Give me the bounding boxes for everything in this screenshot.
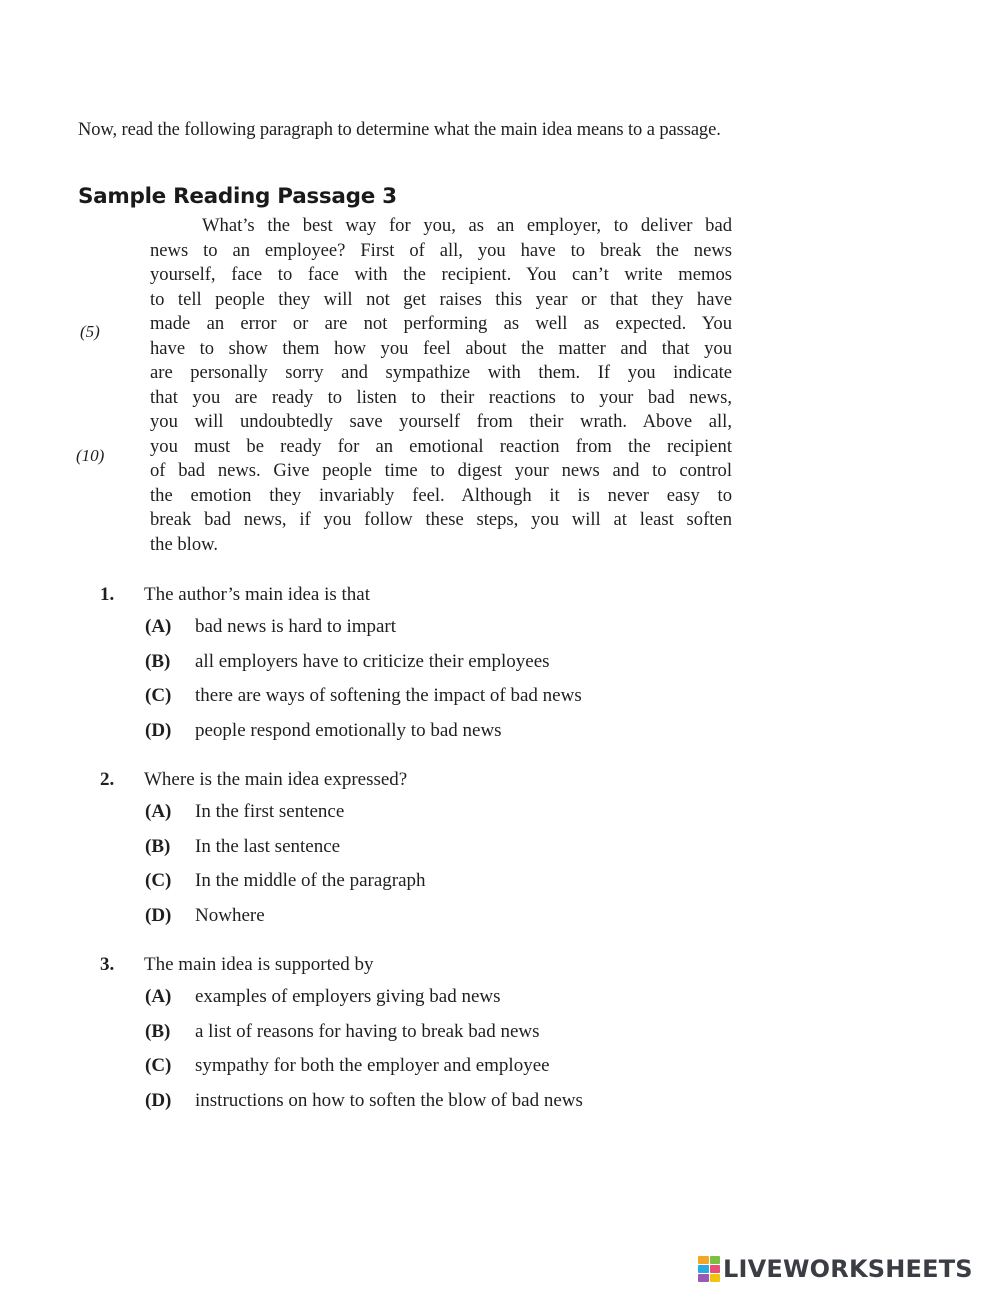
option-text: examples of employers giving bad news [195,986,501,1007]
question-text: The main idea is supported by [144,954,374,975]
question-text: Where is the main idea expressed? [144,769,408,790]
option-letter: (B) [145,650,171,672]
option-letter: (B) [145,835,171,857]
passage-line: yourself, face to face with the recipient. You can’t write memos [150,264,732,285]
liveworksheets-logo[interactable] [698,1255,973,1283]
option-text: a list of reasons for having to break bad news [195,1020,540,1042]
answer-option-b[interactable] [100,830,800,865]
answer-option-c[interactable] [100,864,800,899]
option-text: In the middle of the paragraph [195,870,426,892]
passage-line: news to an employee? First of all, you have to break the news [150,239,732,261]
intro-text: Now, read the following paragraph to determine what the main idea means to a passage. [78,120,721,140]
passage-line: to tell people they will not get raises this year or that they have [150,288,732,310]
option-text: people respond emotionally to bad news [195,719,502,741]
question-1 [100,580,800,748]
option-letter: (A) [145,616,172,637]
option-letter: (B) [145,1020,171,1042]
passage-line: the blow. [150,533,218,555]
question-stem [100,765,800,795]
answer-option-b[interactable] [100,645,800,680]
passage-line: that you are ready to listen to their reactions to your bad news, [150,386,732,408]
option-text: all employers have to criticize their employees [195,650,550,672]
question-2 [100,765,800,933]
option-letter: (D) [145,719,172,741]
option-text: instructions on how to soften the blow of bad news [195,1089,583,1111]
passage-line: What’s the best way for you, as an employer, to deliver bad [202,215,732,236]
passage-line: of bad news. Give people time to digest your news and to control [150,460,732,481]
passage-line: you must be ready for an emotional reaction from the recipient [150,435,732,457]
option-text: sympathy for both the employer and employee [195,1055,550,1077]
logo-block [710,1265,721,1273]
answer-option-c[interactable] [100,679,800,714]
logo-block [698,1256,709,1264]
logo-block [710,1274,721,1282]
answer-option-a[interactable] [100,795,800,830]
option-letter: (A) [145,801,172,822]
answer-option-a[interactable] [100,610,800,645]
question-stem [100,580,800,610]
question-3 [100,950,800,1118]
logo-block [698,1265,709,1273]
passage-line: you will undoubtedly save yourself from their wrath. Above all, [150,411,732,432]
question-number: 1. [100,584,115,605]
question-number: 3. [100,954,115,975]
logo-blocks-icon [698,1256,720,1282]
question-text: The author’s main idea is that [144,584,371,605]
answer-option-d[interactable] [100,899,800,934]
passage-title: Sample Reading Passage 3 [78,184,397,209]
option-letter: (D) [145,1089,172,1111]
answer-option-d[interactable] [100,1084,800,1119]
logo-text: LIVEWORKSHEETS [723,1255,973,1283]
answer-option-b[interactable] [100,1015,800,1050]
option-text: In the last sentence [195,835,341,857]
option-text: In the first sentence [195,801,345,822]
option-text: there are ways of softening the impact of bad news [195,685,582,707]
option-letter: (C) [145,870,172,892]
option-letter: (A) [145,986,172,1007]
passage-line: break bad news, if you follow these steps, you will at least soften [150,509,732,530]
option-letter: (C) [145,1055,172,1077]
passage-line: the emotion they invariably feel. Although it is never easy to [150,484,732,506]
question-stem [100,950,800,980]
option-text: Nowhere [195,904,265,926]
question-number: 2. [100,769,115,790]
line-number-10: (10) [76,446,105,465]
passage-line: made an error or are not performing as well as expected. You [150,313,732,334]
logo-block [710,1256,721,1264]
option-text: bad news is hard to impart [195,616,397,637]
passage-line: are personally sorry and sympathize with them. If you indicate [150,362,732,383]
answer-option-c[interactable] [100,1049,800,1084]
answer-option-a[interactable] [100,980,800,1015]
passage-line: have to show them how you feel about the matter and that you [150,337,732,359]
passage-body [150,214,732,557]
line-number-5: (5) [80,322,100,341]
logo-block [698,1274,709,1282]
answer-option-d[interactable] [100,714,800,749]
option-letter: (D) [145,904,172,926]
option-letter: (C) [145,685,172,707]
